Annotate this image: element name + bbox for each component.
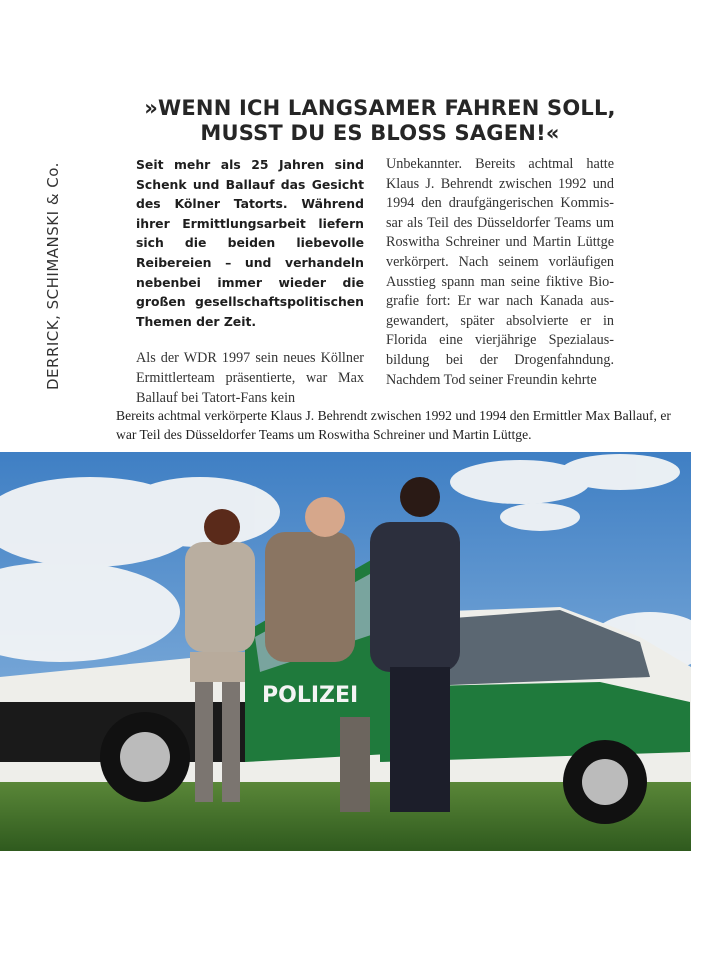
body-paragraph-left: Als der WDR 1997 sein neues Köllner Ermittlerteam präsentierte, war Max Ballauf bei Tatort-Fans kein	[136, 350, 364, 406]
side-running-title: DERRICK, SCHIMANSKI & Co.	[44, 162, 62, 390]
photo-caption: Bereits achtmal verkörperte Klaus J. Behrendt zwischen 1992 und 1994 den Ermittler Max Ballauf, er war Teil des Düsseldorfer Teams um Roswitha Schreiner und Martin Lüttge.	[116, 408, 671, 442]
door-text: POLIZEI	[262, 683, 359, 708]
right-column: Unbekannter. Bereits achtmal hatte Klaus J. Behrendt zwischen 1992 und 1994 den draufgängerischen Kommissar als Teil des Düsseldorfer Teams um Roswitha Schreiner und Martin Lüttge verkörpert. Nach seinem vorläufigen Ausstieg spann man seine fiktive Biografie fort: Er war nach Kanada ausgewandert, später absolvierte er in Florida eine vierjährige Spezialausbildung bei der Drogenfahndung. Nachdem Tod seiner Freundin kehrte	[386, 156, 614, 388]
lead-paragraph: Seit mehr als 25 Jahren sind Schenk und Ballauf das Gesicht des Kölner Tatorts. Während ihrer Ermittlungsarbeit liefern sich die beiden liebevolle Reibereien – und verhandeln nebenbei immer wieder die großen gesellschaftspolitischen Themen der Zeit.	[136, 157, 364, 329]
left-column	[136, 155, 364, 408]
headline: »WENN ICH LANGSAMER FAHREN SOLL, MUSST DU ES BLOSS SAGEN!«	[144, 96, 616, 145]
police-car-photo	[0, 452, 691, 851]
